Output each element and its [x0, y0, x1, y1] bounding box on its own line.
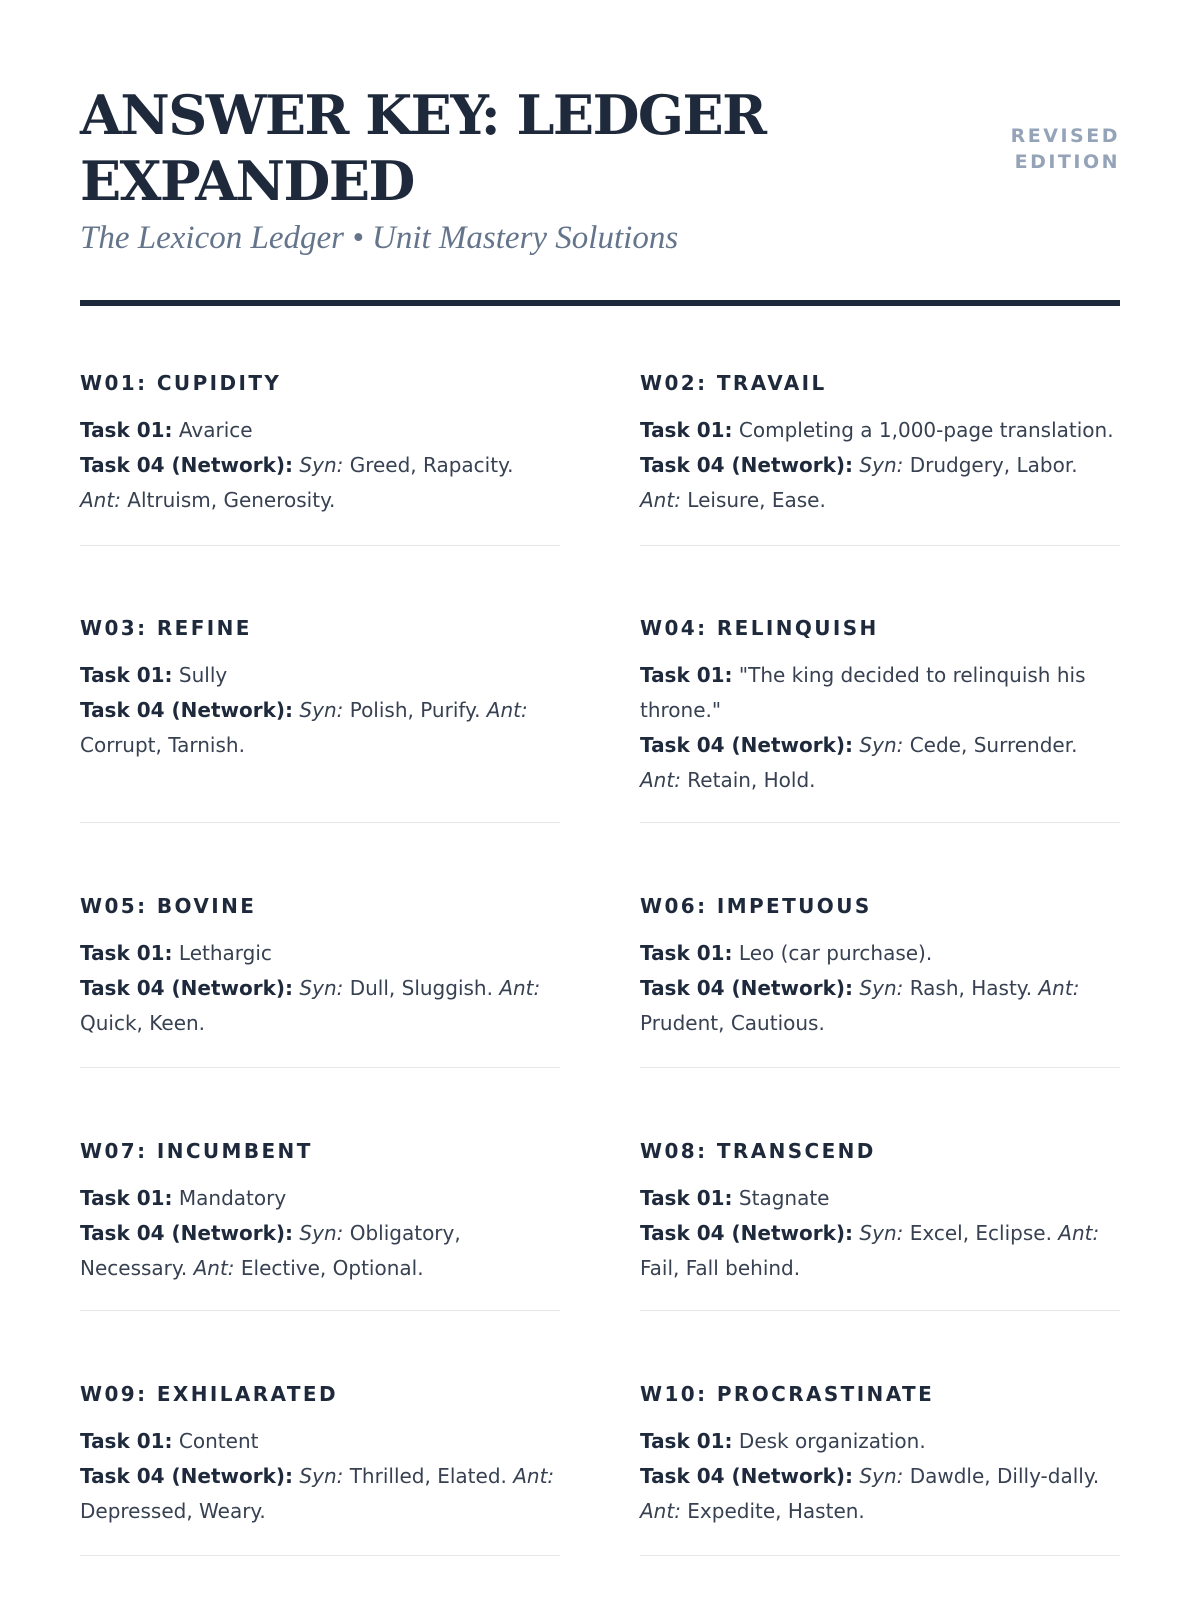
antonyms: Expedite, Hasten.: [687, 1499, 865, 1523]
entry-body: [80, 936, 560, 1041]
syn-label: Syn:: [859, 453, 904, 477]
task01-answer: Avarice: [178, 418, 253, 442]
task01-label: Task 01:: [640, 941, 733, 965]
word-entry-w06: [640, 893, 1120, 1068]
task01-answer: Mandatory: [178, 1186, 287, 1210]
syn-label: Syn:: [299, 453, 344, 477]
task01-answer: Stagnate: [738, 1186, 830, 1210]
entry-heading: W01: CUPIDITY: [80, 371, 282, 395]
task01-label: Task 01:: [640, 418, 733, 442]
entry-heading: W02: TRAVAIL: [640, 371, 827, 395]
entry-body: [640, 936, 1120, 1041]
task01-label: Task 01:: [640, 1186, 733, 1210]
synonyms: Cede, Surrender.: [909, 733, 1078, 757]
synonyms: Thrilled, Elated.: [349, 1464, 507, 1488]
task01-answer: Content: [178, 1429, 259, 1453]
word-entry-w03: [80, 615, 560, 823]
word-entry-w04: [640, 615, 1120, 823]
syn-label: Syn:: [299, 976, 344, 1000]
syn-label: Syn:: [299, 698, 344, 722]
syn-label: Syn:: [299, 1221, 344, 1245]
antonyms: Corrupt, Tarnish.: [80, 733, 245, 757]
entry-heading: W06: IMPETUOUS: [640, 894, 872, 918]
entry-body: [80, 1424, 560, 1529]
task04-label: Task 04 (Network):: [640, 1221, 854, 1245]
task04-label: Task 04 (Network):: [640, 453, 854, 477]
ant-label: Ant:: [193, 1256, 235, 1280]
antonyms: Altruism, Generosity.: [127, 488, 336, 512]
antonyms: Elective, Optional.: [240, 1256, 424, 1280]
syn-label: Syn:: [859, 1221, 904, 1245]
task01-answer: Completing a 1,000-page translation.: [738, 418, 1114, 442]
entry-body: [640, 658, 1120, 798]
synonyms: Excel, Eclipse.: [909, 1221, 1052, 1245]
task01-label: Task 01:: [80, 418, 173, 442]
word-entry-w02: [640, 370, 1120, 546]
task04-label: Task 04 (Network):: [640, 976, 854, 1000]
synonyms: Dawdle, Dilly-dally.: [909, 1464, 1100, 1488]
task04-label: Task 04 (Network):: [80, 453, 294, 477]
entry-heading: W09: EXHILARATED: [80, 1382, 338, 1406]
syn-label: Syn:: [859, 1464, 904, 1488]
task04-label: Task 04 (Network):: [80, 1464, 294, 1488]
entry-heading: W07: INCUMBENT: [80, 1139, 313, 1163]
antonyms: Leisure, Ease.: [687, 488, 826, 512]
ant-label: Ant:: [486, 698, 528, 722]
ant-label: Ant:: [1058, 1221, 1100, 1245]
ant-label: Ant:: [640, 768, 681, 792]
entry-body: [640, 1424, 1120, 1529]
task01-answer: Lethargic: [178, 941, 272, 965]
entry-heading: W10: PROCRASTINATE: [640, 1382, 935, 1406]
antonyms: Prudent, Cautious.: [640, 1011, 825, 1035]
task01-label: Task 01:: [80, 941, 173, 965]
syn-label: Syn:: [859, 976, 904, 1000]
task01-answer: Leo (car purchase).: [738, 941, 933, 965]
task01-answer: Desk organization.: [738, 1429, 926, 1453]
synonyms: Obligatory, Necessary.: [80, 1221, 461, 1280]
synonyms: Dull, Sluggish.: [349, 976, 493, 1000]
antonyms: Retain, Hold.: [687, 768, 816, 792]
ant-label: Ant:: [80, 488, 121, 512]
ant-label: Ant:: [1038, 976, 1080, 1000]
edition-label: REVISED EDITION: [1010, 125, 1120, 173]
syn-label: Syn:: [859, 733, 904, 757]
synonyms: Greed, Rapacity.: [349, 453, 514, 477]
task04-label: Task 04 (Network):: [80, 1221, 294, 1245]
ant-label: Ant:: [640, 488, 681, 512]
word-entry-w09: [80, 1381, 560, 1556]
page-title: ANSWER KEY: LEDGER EXPANDED: [80, 83, 766, 213]
word-entry-w10: [640, 1381, 1120, 1556]
answer-key-page: [80, 0, 1120, 1600]
task01-label: Task 01:: [640, 1429, 733, 1453]
task01-answer: "The king decided to relinquish his throne.": [640, 663, 1086, 722]
synonyms: Rash, Hasty.: [909, 976, 1033, 1000]
entry-body: [640, 1181, 1120, 1286]
task04-label: Task 04 (Network):: [640, 1464, 854, 1488]
task04-label: Task 04 (Network):: [640, 733, 854, 757]
task01-answer: Sully: [178, 663, 228, 687]
ant-label: Ant:: [499, 976, 541, 1000]
word-entry-w01: [80, 370, 560, 546]
task04-label: Task 04 (Network):: [80, 698, 294, 722]
page-subtitle: The Lexicon Ledger • Unit Mastery Solutions: [80, 220, 679, 256]
word-entry-w05: [80, 893, 560, 1068]
task01-label: Task 01:: [640, 663, 733, 687]
entry-heading: W03: REFINE: [80, 616, 252, 640]
synonyms: Polish, Purify.: [349, 698, 481, 722]
task01-label: Task 01:: [80, 1429, 173, 1453]
entry-body: [80, 1181, 560, 1286]
antonyms: Quick, Keen.: [80, 1011, 206, 1035]
entry-heading: W04: RELINQUISH: [640, 616, 879, 640]
entry-body: [640, 413, 1120, 518]
task04-label: Task 04 (Network):: [80, 976, 294, 1000]
antonyms: Depressed, Weary.: [80, 1499, 266, 1523]
syn-label: Syn:: [299, 1464, 344, 1488]
entry-heading: W05: BOVINE: [80, 894, 257, 918]
ant-label: Ant:: [640, 1499, 681, 1523]
entry-body: [80, 658, 560, 763]
word-entry-w08: [640, 1138, 1120, 1311]
task01-label: Task 01:: [80, 1186, 173, 1210]
header-rule: [80, 300, 1120, 306]
word-entry-w07: [80, 1138, 560, 1311]
antonyms: Fail, Fall behind.: [640, 1256, 801, 1280]
task01-label: Task 01:: [80, 663, 173, 687]
entry-heading: W08: TRANSCEND: [640, 1139, 876, 1163]
entry-body: [80, 413, 560, 518]
synonyms: Drudgery, Labor.: [909, 453, 1078, 477]
ant-label: Ant:: [513, 1464, 555, 1488]
